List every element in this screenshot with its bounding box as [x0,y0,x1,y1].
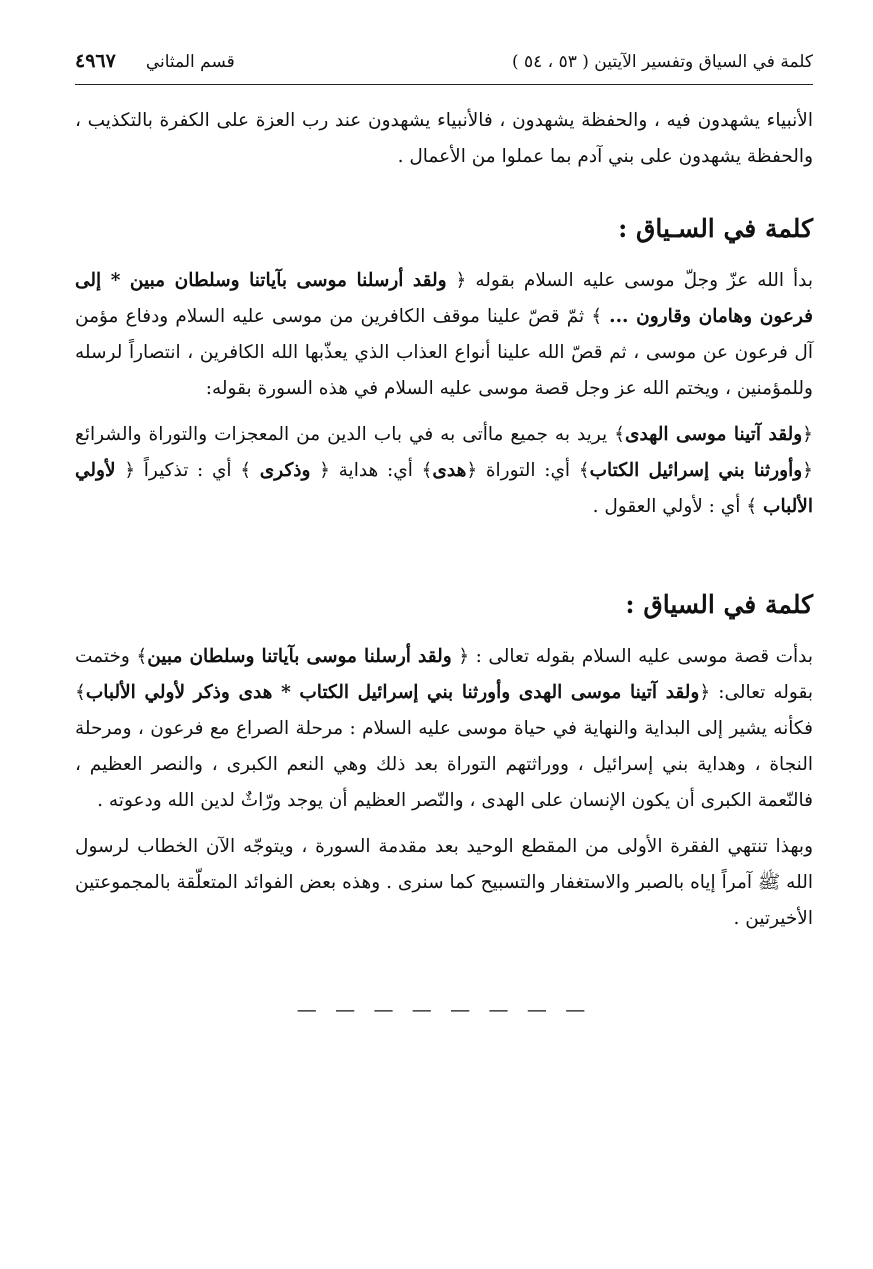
end-separator: — — — — — — — — [296,997,592,1021]
text-run: بدأت قصة موسى عليه السلام بقوله تعالى : ﴿ [451,646,814,667]
section2-paragraph-2: وبهذا تنتهي الفقرة الأولى من المقطع الوحيد بعد مقدمة السورة ، ويتوجّه الآن الخطاب لرسول الله ﷺ آمراً إياه بالصبر والاستغفار والتسبيح كما سنرى . وهذه بعض الفوائد المتعلّقة بالمجموعتين الأخيرتين . [75,836,813,929]
section-heading-2: كلمة في السياق : [625,590,813,619]
page-number: ٤٩٦٧ [75,50,116,72]
section-name: قسم المثاني [145,52,235,72]
intro-paragraph: الأنبياء يشهدون فيه ، والحفظة يشهدون ، فالأنبياء يشهدون عند رب العزة على الكفرة بالتكذيب ، والحفظة يشهدون على بني آدم بما عملوا من الأعمال . [75,110,813,167]
text-run: بدأ الله عزّ وجلّ موسى عليه السلام بقوله ﴿ [446,270,813,291]
text-run: ﴾ وختمت بقوله تعالى: ﴿ [75,646,813,703]
quran-quote: ولقد آتينا موسى الهدى وأورثنا بني إسرائيل الكتاب * هدى وذكر لأولي الألباب [85,682,700,703]
text-run: ﴾ ثمّ قصّ علينا موقف الكافرين من موسى عليه السلام ودفاع مؤمن آل فرعون عن موسى ، ثم قصّ الله علينا أنواع العذاب الذي يعذّبها الله الكافرين ، انتصاراً لرسله وللمؤمنين ، ويختم الله عز وجل قصة موسى عليه السلام في هذه السورة بقوله: [75,306,813,399]
quran-quote: ولقد أرسلنا موسى بآياتنا وسلطان مبين [147,646,452,667]
quran-quote: لأولي الألباب [75,460,813,517]
quran-quote: هدى [432,460,467,481]
page-header [75,50,813,85]
section1-paragraph-2 [75,417,813,525]
quran-quote: وأورثنا بني إسرائيل الكتاب [589,460,803,481]
section2-paragraph-1 [75,639,813,819]
quran-quote: ولقد أرسلنا موسى بآياتنا وسلطان مبين * إلى فرعون وهامان وقارون ... [75,270,813,327]
text-run: ﴾ أي : تذكيراً ﴿ [115,460,260,481]
text-run: ﴾ أي: التوراة ﴿ [466,460,590,481]
section-heading-1: كلمة في السـياق : [618,214,813,243]
header-left [75,50,235,72]
section1-paragraph-1 [75,263,813,407]
text-run: ﴾ أي : لأولي العقول . [592,496,764,517]
quran-quote: وذكرى [259,460,311,481]
running-title: كلمة في السياق وتفسير الآيتين ( ٥٣ ، ٥٤ ) [511,52,813,72]
text-run: ﴿ [802,424,813,445]
text-run: ﴾ يريد به جميع ماأتى به في باب الدين من المعجزات والتوراة والشرائع ﴿ [75,424,813,481]
text-run: ﴾ فكأنه يشير إلى البداية والنهاية في حياة موسى عليه السلام : مرحلة الصراع مع فرعون ، ومرحلة النجاة ، وهداية بني إسرائيل ، ووراثتهم التوراة بعد ذلك وهي النعم الكبرى ، والنصر العظيم ، فالنّعمة الكبرى أن يكون الإنسان على الهدى ، والنّصر العظيم أن يوجد ورّاثٌ لدين الله ودعوته . [75,682,813,811]
text-run: ﴾ أي: هداية ﴿ [310,460,433,481]
quran-quote: ولقد آتينا موسى الهدى [624,424,803,445]
